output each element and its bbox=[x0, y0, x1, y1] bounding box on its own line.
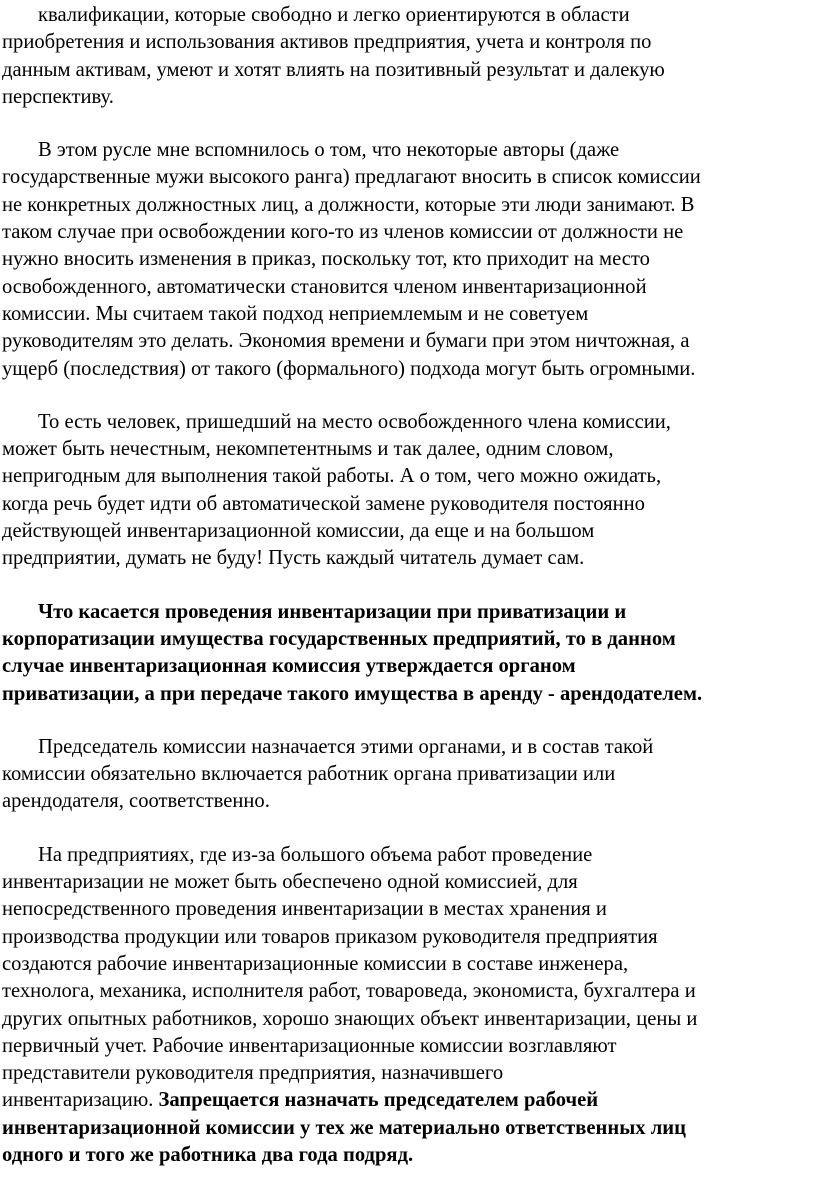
paragraph-5-line-1: Председатель комиссии назначается этими органами, и в состав такой bbox=[38, 735, 654, 758]
paragraph-6 bbox=[2, 842, 810, 1170]
paragraph-6-line-6: технолога, механика, исполнителя работ, товароведа, экономиста, бухгалтера и bbox=[2, 980, 696, 1003]
paragraph-6-line-11: инвентаризационной комиссии у тех же материально ответственных лиц bbox=[2, 1116, 687, 1139]
paragraph-gap bbox=[2, 816, 810, 842]
paragraph-6-line-5: создаются рабочие инвентаризационные комиссии в составе инженера, bbox=[2, 952, 629, 975]
paragraph-6-line-4: производства продукции или товаров приказом руководителя предприятия bbox=[2, 925, 658, 948]
paragraph-2-line-1: В этом русле мне вспомнилось о том, что некоторые авторы (даже bbox=[38, 139, 620, 162]
paragraph-1-line-4: перспективу. bbox=[2, 85, 114, 108]
paragraph-4-line-3: случае инвентаризационная комиссия утверждается органом bbox=[2, 655, 576, 678]
paragraph-6-bold-segment: Запрещается назначать председателем рабочей bbox=[158, 1089, 599, 1112]
paragraph-gap bbox=[2, 111, 810, 137]
paragraph-6-line-10 bbox=[2, 1087, 810, 1114]
paragraph-3 bbox=[2, 409, 810, 573]
paragraph-3-line-4: когда речь будет идти об автоматической замене руководителя постоянно bbox=[2, 492, 645, 515]
paragraph-6-line-8: первичный учет. Рабочие инвентаризационные комиссии возглавляют bbox=[2, 1034, 617, 1057]
paragraph-2-line-2: государственные мужи высокого ранга) предлагают вносить в список комиссии bbox=[2, 166, 701, 189]
paragraph-2 bbox=[2, 137, 810, 383]
paragraph-3-line-2: может быть нечестным, некомпетентнымs и так далее, одним словом, bbox=[2, 438, 614, 461]
paragraph-6-line-2: инвентаризации не может быть обеспечено одной комиссией, для bbox=[2, 871, 578, 894]
paragraph-6-line-12: одного и того же работника два года подряд. bbox=[2, 1143, 414, 1166]
paragraph-1-line-1: квалификации, которые свободно и легко ориентируются в области bbox=[38, 4, 630, 26]
paragraph-2-line-6: освобожденного, автоматически становится членом инвентаризационной bbox=[2, 275, 647, 298]
paragraph-5-line-3: арендодателя, соответственно. bbox=[2, 790, 270, 813]
paragraph-6-line-9: представители руководителя предприятия, назначившего bbox=[2, 1062, 504, 1085]
paragraph-4-bold bbox=[2, 599, 810, 708]
paragraph-4-line-1: Что касается проведения инвентаризации при приватизации и bbox=[38, 600, 627, 623]
paragraph-5-line-2: комиссии обязательно включается работник органа приватизации или bbox=[2, 763, 616, 786]
paragraph-6-line-3: непосредственного проведения инвентаризации в местах хранения и bbox=[2, 898, 607, 921]
paragraph-2-line-8: руководителям это делать. Экономия времени и бумаги при этом ничтожная, а bbox=[2, 330, 690, 353]
paragraph-2-line-7: комиссии. Мы считаем такой подход неприемлемым и не советуем bbox=[2, 302, 589, 325]
paragraph-3-line-5: действующей инвентаризационной комиссии, да еще и на большом bbox=[2, 520, 595, 543]
paragraph-gap bbox=[2, 383, 810, 409]
paragraph-4-line-4: приватизации, а при передаче такого имущества в аренду - арендодателем. bbox=[2, 682, 703, 705]
paragraph-5 bbox=[2, 734, 810, 816]
paragraph-2-line-3: не конкретных должностных лиц, а должности, которые эти люди занимают. В bbox=[2, 193, 695, 216]
paragraph-3-line-3: непригодным для выполнения такой работы. А о том, чего можно ожидать, bbox=[2, 465, 662, 488]
paragraph-1 bbox=[2, 2, 810, 111]
paragraph-6-line-1: На предприятиях, где из-за большого объема работ проведение bbox=[38, 843, 593, 866]
paragraph-2-line-9: ущерб (последствия) от такого (формального) подхода могут быть огромными. bbox=[2, 357, 696, 380]
paragraph-6-line-7: других опытных работников, хорошо знающих объект инвентаризации, цены и bbox=[2, 1007, 698, 1030]
paragraph-3-line-1: То есть человек, пришедший на место освобожденного члена комиссии, bbox=[38, 410, 671, 433]
paragraph-4-line-2: корпоратизации имущества государственных предприятий, то в данном bbox=[2, 627, 676, 650]
paragraph-1-line-3: данным активам, умеют и хотят влиять на позитивный результат и далекую bbox=[2, 58, 665, 81]
paragraph-2-line-5: нужно вносить изменения в приказ, поскольку тот, кто приходит на место bbox=[2, 248, 650, 271]
paragraph-gap bbox=[2, 573, 810, 599]
paragraph-3-line-6: предприятии, думать не буду! Пусть каждый читатель думает сам. bbox=[2, 547, 585, 570]
paragraph-gap bbox=[2, 708, 810, 734]
paragraph-2-line-4: таком случае при освобождении кого-то из членов комиссии от должности не bbox=[2, 221, 684, 244]
paragraph-1-line-2: приобретения и использования активов предприятия, учета и контроля по bbox=[2, 31, 652, 54]
paragraph-6-plain-segment: инвентаризацию. bbox=[2, 1089, 159, 1112]
